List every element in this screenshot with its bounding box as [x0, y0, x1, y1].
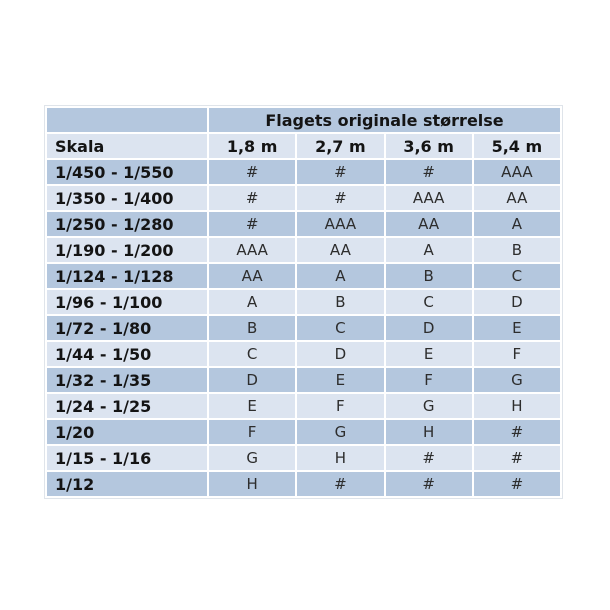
size-class-cell: F	[474, 342, 560, 366]
size-class-cell: H	[386, 420, 472, 444]
size-class-cell: AA	[474, 186, 560, 210]
table-row	[47, 160, 560, 184]
size-class-cell: #	[297, 186, 383, 210]
size-class-cell: H	[474, 394, 560, 418]
size-class-cell: AAA	[474, 160, 560, 184]
scale-label: 1/44 - 1/50	[47, 342, 207, 366]
column-header-row	[47, 134, 560, 158]
table-row	[47, 342, 560, 366]
size-class-cell: D	[297, 342, 383, 366]
group-header-cell: Flagets originale størrelse	[209, 108, 560, 132]
scale-label: 1/32 - 1/35	[47, 368, 207, 392]
size-class-cell: B	[474, 238, 560, 262]
flag-size-table	[45, 106, 562, 498]
size-class-cell: AA	[209, 264, 295, 288]
size-class-cell: F	[209, 420, 295, 444]
size-class-cell: A	[209, 290, 295, 314]
size-class-cell: C	[386, 290, 472, 314]
table-row	[47, 472, 560, 496]
scale-label: 1/20	[47, 420, 207, 444]
size-class-cell: E	[474, 316, 560, 340]
size-class-cell: H	[209, 472, 295, 496]
size-class-cell: C	[297, 316, 383, 340]
table-row	[47, 368, 560, 392]
size-class-cell: F	[297, 394, 383, 418]
size-class-cell: D	[386, 316, 472, 340]
size-class-cell: G	[386, 394, 472, 418]
size-class-cell: #	[474, 420, 560, 444]
size-class-cell: D	[474, 290, 560, 314]
size-class-cell: #	[386, 160, 472, 184]
size-class-cell: E	[297, 368, 383, 392]
table-row	[47, 290, 560, 314]
scale-label: 1/350 - 1/400	[47, 186, 207, 210]
size-class-cell: E	[209, 394, 295, 418]
scale-label: 1/24 - 1/25	[47, 394, 207, 418]
table-row	[47, 316, 560, 340]
size-class-cell: F	[386, 368, 472, 392]
size-class-cell: A	[297, 264, 383, 288]
table-row	[47, 420, 560, 444]
column-header-3-6m: 3,6 m	[386, 134, 472, 158]
size-class-cell: #	[209, 160, 295, 184]
flag-size-table-grid	[45, 106, 562, 498]
scale-label: 1/190 - 1/200	[47, 238, 207, 262]
size-class-cell: E	[386, 342, 472, 366]
size-class-cell: A	[386, 238, 472, 262]
column-header-5-4m: 5,4 m	[474, 134, 560, 158]
size-class-cell: #	[297, 160, 383, 184]
scale-label: 1/12	[47, 472, 207, 496]
size-class-cell: AA	[297, 238, 383, 262]
size-class-cell: G	[474, 368, 560, 392]
column-header-2-7m: 2,7 m	[297, 134, 383, 158]
corner-cell	[47, 108, 207, 132]
size-class-cell: #	[209, 186, 295, 210]
size-class-cell: #	[474, 446, 560, 470]
size-class-cell: AA	[386, 212, 472, 236]
size-class-cell: C	[209, 342, 295, 366]
size-class-cell: C	[474, 264, 560, 288]
size-class-cell: #	[209, 212, 295, 236]
group-header-row	[47, 108, 560, 132]
size-class-cell: G	[209, 446, 295, 470]
table-row	[47, 264, 560, 288]
size-class-cell: AAA	[297, 212, 383, 236]
skala-header-cell: Skala	[47, 134, 207, 158]
size-class-cell: #	[297, 472, 383, 496]
table-row	[47, 446, 560, 470]
table-row	[47, 212, 560, 236]
size-class-cell: B	[297, 290, 383, 314]
size-class-cell: #	[386, 446, 472, 470]
size-class-cell: #	[474, 472, 560, 496]
scale-label: 1/250 - 1/280	[47, 212, 207, 236]
table-row	[47, 238, 560, 262]
scale-label: 1/96 - 1/100	[47, 290, 207, 314]
size-class-cell: B	[386, 264, 472, 288]
size-class-cell: B	[209, 316, 295, 340]
size-class-cell: AAA	[386, 186, 472, 210]
column-header-1-8m: 1,8 m	[209, 134, 295, 158]
size-class-cell: AAA	[209, 238, 295, 262]
scale-label: 1/72 - 1/80	[47, 316, 207, 340]
scale-label: 1/15 - 1/16	[47, 446, 207, 470]
size-class-cell: H	[297, 446, 383, 470]
table-row	[47, 186, 560, 210]
size-class-cell: #	[386, 472, 472, 496]
size-class-cell: A	[474, 212, 560, 236]
table-row	[47, 394, 560, 418]
size-class-cell: D	[209, 368, 295, 392]
size-class-cell: G	[297, 420, 383, 444]
scale-label: 1/124 - 1/128	[47, 264, 207, 288]
scale-label: 1/450 - 1/550	[47, 160, 207, 184]
